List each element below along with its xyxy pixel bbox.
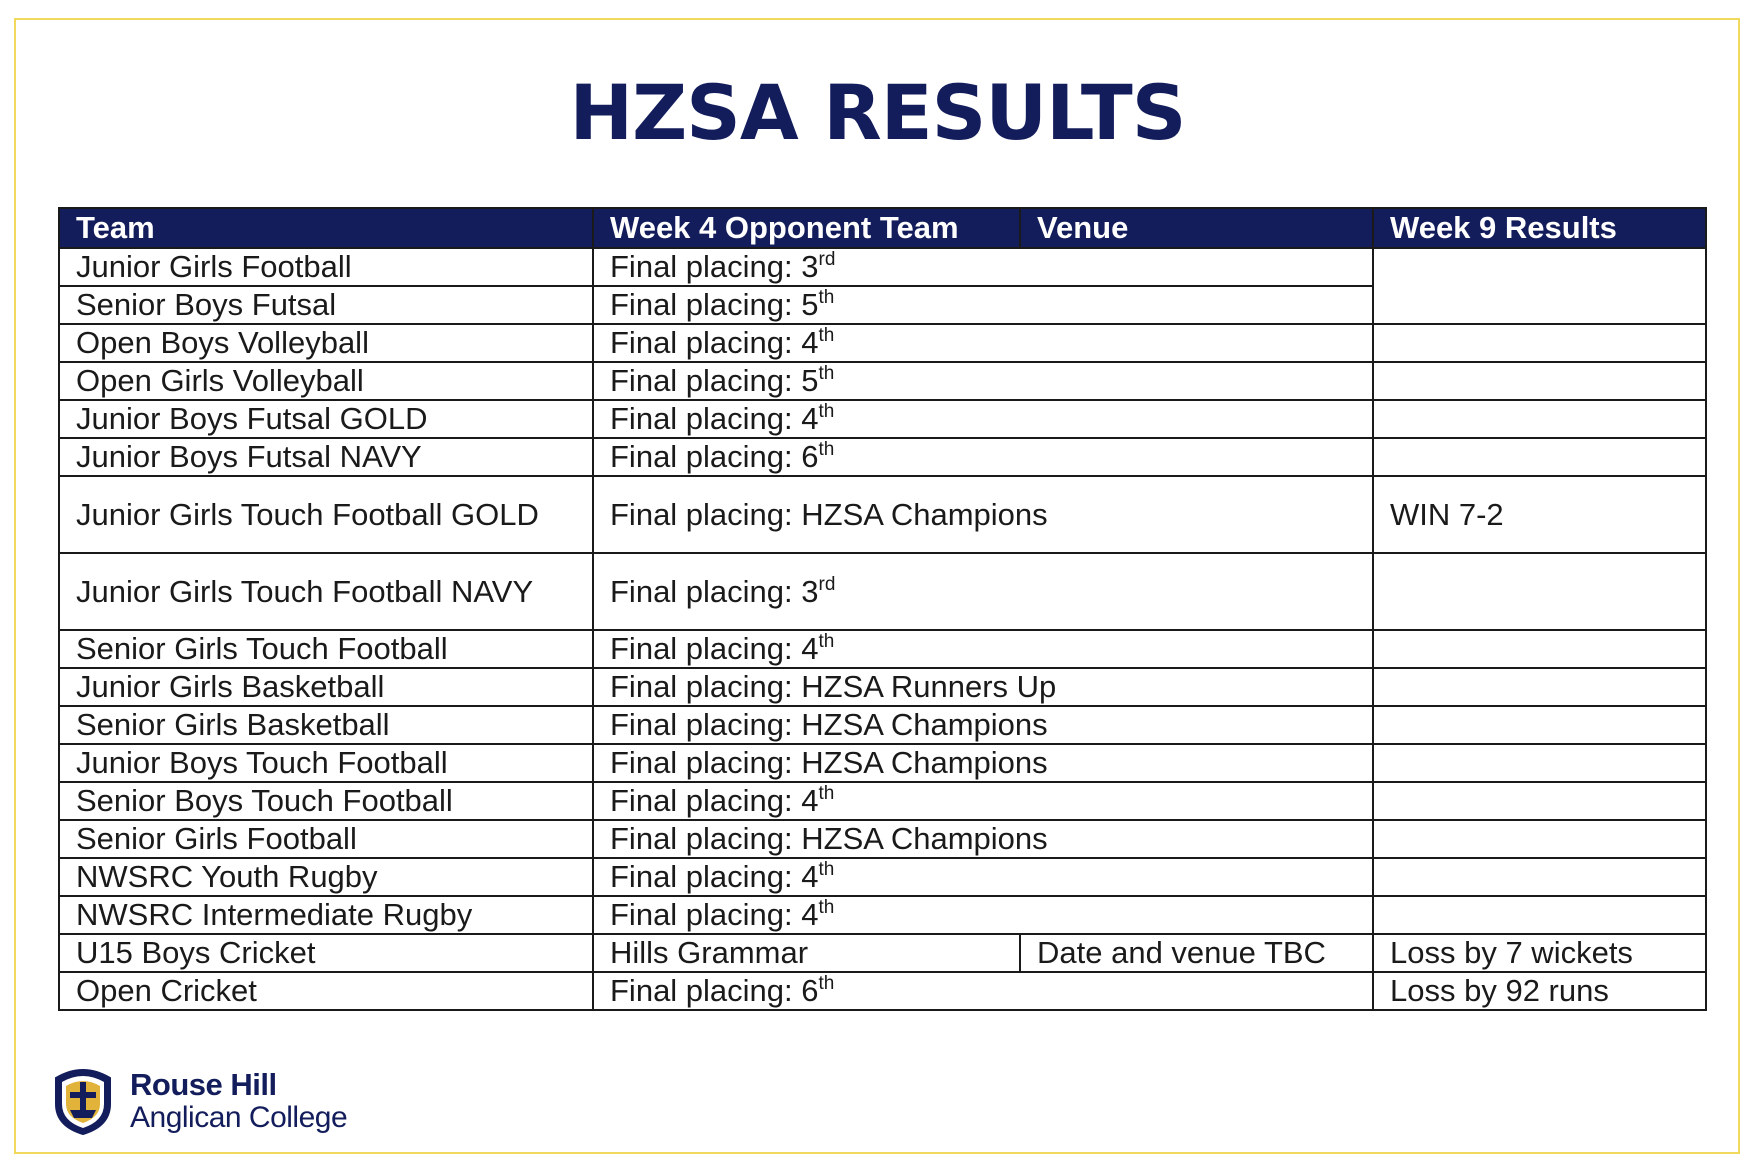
- header-venue: Venue: [1020, 208, 1373, 248]
- team-cell: Senior Girls Basketball: [59, 706, 593, 744]
- table-row: [59, 820, 1706, 858]
- logo-line2: Anglican College: [130, 1101, 348, 1134]
- table-row: [59, 934, 1706, 972]
- result-cell: [1373, 362, 1706, 400]
- table-row: [59, 706, 1706, 744]
- college-logo: [48, 1066, 347, 1136]
- placing-cell: Final placing: 4th: [593, 896, 1373, 934]
- team-cell: Open Boys Volleyball: [59, 324, 593, 362]
- table-row: [59, 438, 1706, 476]
- table-row: [59, 630, 1706, 668]
- placing-cell: Final placing: HZSA Champions: [593, 476, 1373, 553]
- table-row: [59, 896, 1706, 934]
- placing-cell: Final placing: HZSA Champions: [593, 744, 1373, 782]
- team-cell: NWSRC Intermediate Rugby: [59, 896, 593, 934]
- table-row: [59, 248, 1706, 286]
- header-opponent: Week 4 Opponent Team: [593, 208, 1020, 248]
- header-team: Team: [59, 208, 593, 248]
- page-title: HZSA RESULTS: [569, 68, 1186, 157]
- result-cell: [1373, 438, 1706, 476]
- result-cell: [1373, 744, 1706, 782]
- placing-cell: Final placing: HZSA Runners Up: [593, 668, 1373, 706]
- table-row: [59, 324, 1706, 362]
- team-cell: Senior Boys Futsal: [59, 286, 593, 324]
- placing-cell: Final placing: 3rd: [593, 248, 1373, 286]
- team-cell: Senior Girls Football: [59, 820, 593, 858]
- team-cell: Senior Boys Touch Football: [59, 782, 593, 820]
- placing-cell: Final placing: HZSA Champions: [593, 820, 1373, 858]
- team-cell: U15 Boys Cricket: [59, 934, 593, 972]
- placing-cell: Final placing: 6th: [593, 972, 1373, 1010]
- team-cell: Junior Boys Futsal GOLD: [59, 400, 593, 438]
- venue-cell: Date and venue TBC: [1020, 934, 1373, 972]
- logo-line1: Rouse Hill: [130, 1067, 277, 1102]
- table-row: [59, 362, 1706, 400]
- table-row: [59, 782, 1706, 820]
- team-cell: Junior Girls Touch Football NAVY: [59, 553, 593, 630]
- placing-cell: Final placing: 4th: [593, 324, 1373, 362]
- placing-cell: Final placing: 3rd: [593, 553, 1373, 630]
- opponent-cell: Hills Grammar: [593, 934, 1020, 972]
- table-row: [59, 972, 1706, 1010]
- team-cell: Open Cricket: [59, 972, 593, 1010]
- placing-cell: Final placing: 4th: [593, 400, 1373, 438]
- result-cell: [1373, 400, 1706, 438]
- team-cell: Junior Boys Touch Football: [59, 744, 593, 782]
- placing-cell: Final placing: 5th: [593, 362, 1373, 400]
- result-cell: [1373, 630, 1706, 668]
- placing-cell: Final placing: 4th: [593, 630, 1373, 668]
- result-cell: Loss by 7 wickets: [1373, 934, 1706, 972]
- results-table: [58, 207, 1707, 1011]
- result-cell: Loss by 92 runs: [1373, 972, 1706, 1010]
- result-cell: [1373, 248, 1706, 324]
- team-cell: Open Girls Volleyball: [59, 362, 593, 400]
- team-cell: NWSRC Youth Rugby: [59, 858, 593, 896]
- table-header-row: [59, 208, 1706, 248]
- header-results: Week 9 Results: [1373, 208, 1706, 248]
- table-row: [59, 668, 1706, 706]
- result-cell: WIN 7-2: [1373, 476, 1706, 553]
- team-cell: Junior Girls Basketball: [59, 668, 593, 706]
- table-row: [59, 476, 1706, 553]
- placing-cell: Final placing: 4th: [593, 782, 1373, 820]
- team-cell: Senior Girls Touch Football: [59, 630, 593, 668]
- crest-icon: [48, 1066, 118, 1136]
- table-row: [59, 400, 1706, 438]
- result-cell: [1373, 820, 1706, 858]
- table-row: [59, 744, 1706, 782]
- placing-cell: Final placing: 6th: [593, 438, 1373, 476]
- result-cell: [1373, 706, 1706, 744]
- result-cell: [1373, 324, 1706, 362]
- team-cell: Junior Girls Touch Football GOLD: [59, 476, 593, 553]
- team-cell: Junior Girls Football: [59, 248, 593, 286]
- placing-cell: Final placing: 4th: [593, 858, 1373, 896]
- result-cell: [1373, 553, 1706, 630]
- result-cell: [1373, 782, 1706, 820]
- table-row: [59, 553, 1706, 630]
- result-cell: [1373, 668, 1706, 706]
- team-cell: Junior Boys Futsal NAVY: [59, 438, 593, 476]
- result-cell: [1373, 896, 1706, 934]
- result-cell: [1373, 858, 1706, 896]
- table-row: [59, 858, 1706, 896]
- placing-cell: Final placing: HZSA Champions: [593, 706, 1373, 744]
- placing-cell: Final placing: 5th: [593, 286, 1373, 324]
